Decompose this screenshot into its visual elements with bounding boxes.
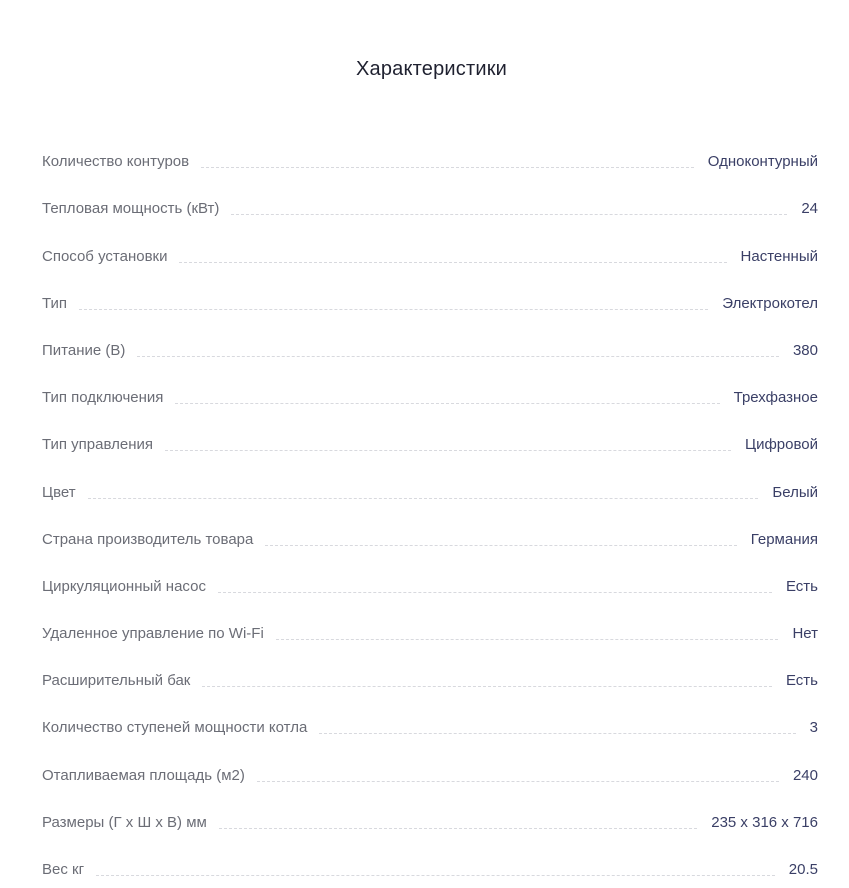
spec-row — [42, 407, 818, 454]
spec-label: Количество контуров — [42, 153, 190, 171]
spec-row — [42, 832, 818, 879]
spec-row — [42, 171, 818, 218]
spec-row — [42, 737, 818, 784]
dotted-leader — [175, 402, 719, 404]
spec-label: Расширительный бак — [42, 672, 191, 690]
dotted-leader — [219, 827, 697, 829]
spec-value: Настенный — [740, 247, 818, 265]
spec-value: Есть — [785, 577, 818, 595]
spec-value: 380 — [792, 341, 818, 359]
dotted-leader — [218, 591, 772, 593]
dotted-leader — [79, 308, 708, 310]
spec-label: Тип управления — [42, 436, 153, 454]
dotted-leader — [265, 544, 736, 546]
spec-label: Тип подключения — [42, 389, 164, 407]
section-title: Характеристики — [355, 58, 508, 80]
spec-row — [42, 360, 818, 407]
spec-label: Размеры (Г х Ш х В) мм — [42, 813, 207, 831]
specifications-list — [42, 124, 818, 879]
spec-value: 235 x 316 x 716 — [711, 813, 818, 831]
spec-value: 3 — [809, 719, 818, 737]
spec-row — [42, 690, 818, 737]
spec-label: Тепловая мощность (кВт) — [42, 200, 220, 218]
dotted-leader — [231, 213, 787, 215]
spec-row — [42, 313, 818, 360]
spec-row — [42, 549, 818, 596]
dotted-leader — [137, 355, 779, 357]
spec-value: Белый — [772, 483, 818, 501]
spec-row — [42, 266, 818, 313]
spec-value: Электрокотел — [722, 294, 818, 312]
spec-value: Цифровой — [744, 436, 818, 454]
spec-row — [42, 454, 818, 501]
spec-label: Способ установки — [42, 247, 168, 265]
spec-row — [42, 124, 818, 171]
dotted-leader — [319, 732, 795, 734]
dotted-leader — [276, 638, 779, 640]
spec-value: Нет — [792, 625, 818, 643]
spec-value: 24 — [801, 200, 818, 218]
dotted-leader — [257, 780, 779, 782]
spec-row — [42, 502, 818, 549]
spec-label: Отапливаемая площадь (м2) — [42, 766, 245, 784]
spec-label: Страна производитель товара — [42, 530, 254, 548]
spec-label: Удаленное управление по Wi-Fi — [42, 625, 264, 643]
dotted-leader — [201, 166, 694, 168]
dotted-leader — [165, 449, 731, 451]
spec-value: Трехфазное — [733, 389, 818, 407]
spec-label: Цвет — [42, 483, 76, 501]
dotted-leader — [96, 874, 775, 876]
spec-label: Тип — [42, 294, 68, 312]
spec-label: Питание (В) — [42, 341, 126, 359]
spec-row — [42, 643, 818, 690]
spec-row — [42, 218, 818, 265]
spec-value: Есть — [785, 672, 818, 690]
dotted-leader — [202, 685, 772, 687]
spec-label: Вес кг — [42, 861, 85, 878]
spec-row — [42, 785, 818, 832]
dotted-leader — [88, 497, 759, 499]
spec-row — [42, 596, 818, 643]
spec-label: Циркуляционный насос — [42, 577, 206, 595]
dotted-leader — [179, 261, 726, 263]
spec-value: 20.5 — [788, 861, 818, 878]
spec-value: Германия — [750, 530, 818, 548]
spec-label: Количество ступеней мощности котла — [42, 719, 308, 737]
spec-value: Одноконтурный — [707, 153, 818, 171]
spec-value: 240 — [792, 766, 818, 784]
